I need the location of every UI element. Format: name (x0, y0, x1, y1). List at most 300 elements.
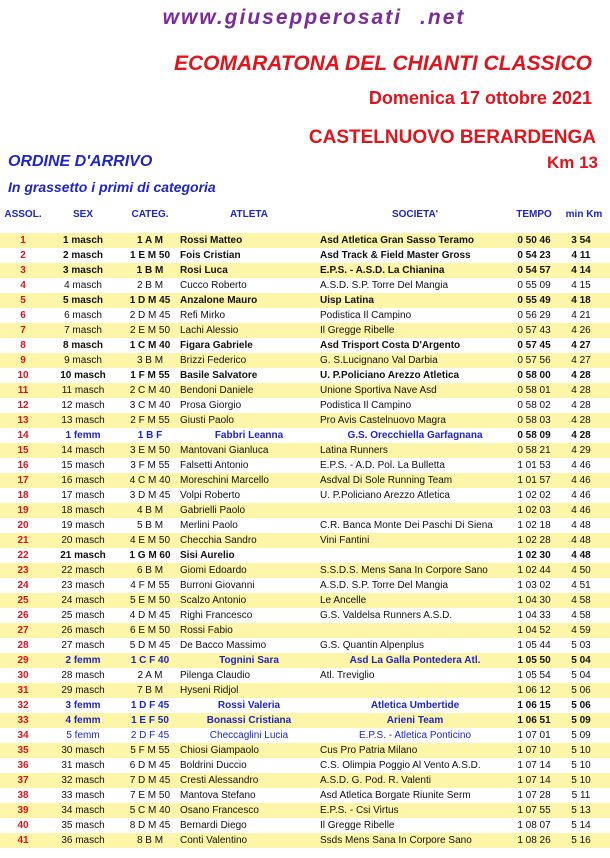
cell-society: G.S. Valdelsa Runners A.S.D. (320, 610, 453, 621)
cell-sex: 14 masch (61, 445, 105, 456)
cell-cat: 1 B M (136, 265, 164, 276)
cell-society: Arieni Team (386, 715, 444, 726)
cell-pace: 4 29 (571, 445, 591, 456)
cell-sex: 7 masch (64, 325, 102, 336)
cell-time: 0 56 29 (517, 310, 551, 321)
header-athlete: ATLETA (230, 209, 268, 220)
cell-time: 1 06 51 (517, 715, 551, 726)
cell-time: 1 02 30 (517, 550, 551, 561)
table-row (0, 398, 610, 413)
cell-pos: 26 (17, 610, 29, 621)
cell-pace: 5 09 (571, 730, 591, 741)
cell-sex: 12 masch (61, 400, 105, 411)
cell-sex: 36 masch (61, 835, 105, 846)
cell-pos: 36 (17, 760, 29, 771)
table-row (0, 428, 610, 443)
cell-time: 0 58 09 (517, 430, 551, 441)
cell-time: 1 08 07 (517, 820, 551, 831)
cell-athlete: Figara Gabriele (180, 340, 253, 351)
cell-cat: 7 B M (136, 685, 164, 696)
header-pace: min Km (565, 209, 603, 220)
cell-pos: 7 (20, 325, 26, 336)
cell-pace: 5 06 (571, 700, 591, 711)
cell-time: 1 02 02 (517, 490, 551, 501)
cell-pos: 12 (17, 400, 29, 411)
cell-athlete: Rosi Luca (180, 265, 228, 276)
cell-society: Pro Avis Castelnuovo Magra (320, 415, 446, 426)
cell-pace: 4 18 (571, 295, 591, 306)
cell-time: 0 58 02 (517, 400, 551, 411)
cell-pace: 4 46 (571, 475, 591, 486)
cell-society: G.S. Orecchiella Garfagnana (347, 430, 483, 441)
table-row (0, 353, 610, 368)
cell-pace: 5 14 (571, 820, 591, 831)
cell-athlete: Cresti Alessandro (180, 775, 259, 786)
cell-pos: 8 (20, 340, 26, 351)
table-row (0, 368, 610, 383)
cell-pos: 38 (17, 790, 29, 801)
cell-athlete: De Bacco Massimo (180, 640, 267, 651)
cell-time: 0 55 49 (517, 295, 551, 306)
cell-cat: 4 F M 55 (130, 580, 170, 591)
cell-athlete: Mantovani Gianluca (180, 445, 269, 456)
cell-pos: 21 (17, 535, 29, 546)
cell-society: E.P.S. - A.D. Pol. La Bulletta (320, 460, 445, 471)
cell-cat: 5 F M 55 (130, 745, 170, 756)
cell-pos: 16 (17, 460, 29, 471)
cell-time: 1 03 02 (517, 580, 551, 591)
cell-athlete: Anzalone Mauro (180, 295, 258, 306)
table-row (0, 383, 610, 398)
cell-pos: 6 (20, 310, 26, 321)
cell-cat: 1 D F 45 (130, 700, 170, 711)
cell-athlete: Boldrini Duccio (180, 760, 247, 771)
cell-sex: 19 masch (61, 520, 105, 531)
cell-athlete: Sisi Aurelio (180, 550, 235, 561)
cell-sex: 27 masch (61, 640, 105, 651)
cell-pos: 31 (17, 685, 29, 696)
cell-pos: 15 (17, 445, 29, 456)
cell-athlete: Moreschini Marcello (180, 475, 269, 486)
cell-cat: 8 B M (136, 835, 164, 846)
distance-label: Km 13 (546, 153, 598, 172)
cell-athlete: Hyseni Ridjol (180, 685, 239, 696)
cell-time: 1 01 53 (517, 460, 551, 471)
cell-society: E.P.S. - Csi Virtus (320, 805, 399, 816)
table-row (0, 248, 610, 263)
cell-pace: 5 13 (571, 805, 591, 816)
cell-pace: 4 50 (571, 565, 591, 576)
cell-cat: 4 B M (136, 505, 164, 516)
cell-society: A.S.D. S.P. Torre Del Mangia (320, 280, 449, 291)
cell-athlete: Chiosi Giampaolo (180, 745, 259, 756)
table-row (0, 623, 610, 638)
cell-sex: 25 masch (61, 610, 105, 621)
cell-cat: 2 D F 45 (130, 730, 170, 741)
cell-time: 1 04 30 (517, 595, 551, 606)
cell-athlete: Rossi Fabio (180, 625, 233, 636)
header-society: SOCIETA' (391, 209, 439, 220)
cell-society: G. S.Lucignano Val Darbia (320, 355, 438, 366)
table-row (0, 533, 610, 548)
cell-sex: 3 femm (65, 700, 101, 711)
cell-time: 1 05 50 (517, 655, 551, 666)
cell-society: Cus Pro Patria Milano (320, 745, 418, 756)
cell-pace: 4 46 (571, 490, 591, 501)
cell-sex: 24 masch (61, 595, 105, 606)
cell-time: 1 06 12 (517, 685, 551, 696)
cell-athlete: Fois Cristian (180, 250, 241, 261)
cell-sex: 1 masch (62, 235, 104, 246)
cell-time: 1 04 52 (517, 625, 551, 636)
table-row (0, 548, 610, 563)
table-row (0, 803, 610, 818)
table-row (0, 518, 610, 533)
cell-cat: 5 C M 40 (129, 805, 171, 816)
cell-pace: 4 28 (571, 370, 591, 381)
cell-pace: 4 28 (571, 430, 591, 441)
cell-sex: 32 masch (61, 775, 105, 786)
cell-time: 1 01 57 (517, 475, 551, 486)
cell-time: 1 07 14 (517, 775, 551, 786)
cell-society: Asd La Galla Pontedera Atl. (349, 655, 481, 666)
cell-time: 0 57 43 (517, 325, 551, 336)
cell-sex: 18 masch (61, 505, 105, 516)
cell-sex: 5 masch (62, 295, 104, 306)
cell-sex: 16 masch (61, 475, 105, 486)
cell-society: Latina Runners (320, 445, 388, 456)
table-header (0, 209, 610, 225)
cell-society: Podistica Il Campino (320, 310, 412, 321)
cell-sex: 3 masch (62, 265, 104, 276)
table-row (0, 578, 610, 593)
cell-athlete: Refi Mirko (180, 310, 226, 321)
cell-pos: 23 (17, 565, 29, 576)
cell-cat: 6 E M 50 (129, 625, 171, 636)
header-cat: CATEG. (131, 209, 169, 220)
cell-cat: 3 F M 55 (130, 460, 170, 471)
cell-athlete: Mantova Stefano (180, 790, 256, 801)
cell-pace: 5 10 (571, 775, 591, 786)
cell-time: 1 04 33 (517, 610, 551, 621)
cell-society: Atletica Umbertide (370, 700, 460, 711)
header-time: TEMPO (516, 209, 552, 220)
cell-sex: 31 masch (61, 760, 105, 771)
cell-pos: 19 (17, 505, 29, 516)
table-row (0, 743, 610, 758)
results-table (0, 233, 610, 848)
table-row (0, 458, 610, 473)
cell-cat: 8 D M 45 (129, 820, 171, 831)
cell-society: C.R. Banca Monte Dei Paschi Di Siena (320, 520, 493, 531)
cell-society: U. P.Policiano Arezzo Atletica (320, 490, 450, 501)
cell-society: Il Gregge Ribelle (320, 325, 395, 336)
cell-time: 1 07 01 (517, 730, 551, 741)
cell-pos: 10 (17, 370, 29, 381)
cell-athlete: Conti Valentino (180, 835, 248, 846)
table-row (0, 293, 610, 308)
cell-cat: 2 D M 45 (129, 310, 171, 321)
cell-athlete: Rossi Valeria (217, 700, 281, 711)
bold-note: In grassetto i primi di categoria (8, 179, 216, 195)
cell-society: Atl. Treviglio (320, 670, 375, 681)
cell-cat: 2 A M (137, 670, 163, 681)
cell-athlete: Rossi Matteo (180, 235, 243, 246)
table-row (0, 233, 610, 248)
cell-athlete: Giusti Paolo (180, 415, 234, 426)
cell-pos: 29 (17, 655, 29, 666)
cell-athlete: Checchia Sandro (180, 535, 257, 546)
cell-athlete: Righi Francesco (180, 610, 253, 621)
cell-athlete: Tognini Sara (219, 655, 279, 666)
cell-sex: 22 masch (61, 565, 105, 576)
cell-sex: 6 masch (64, 310, 102, 321)
cell-pos: 32 (17, 700, 29, 711)
cell-cat: 1 G M 60 (129, 550, 171, 561)
cell-pace: 5 04 (571, 655, 591, 666)
cell-cat: 5 B M (136, 520, 164, 531)
cell-time: 1 02 03 (517, 505, 551, 516)
cell-society: Asd Atletica Gran Sasso Teramo (320, 235, 474, 246)
cell-time: 1 05 54 (517, 670, 551, 681)
cell-pace: 4 11 (571, 250, 591, 261)
table-row (0, 728, 610, 743)
cell-time: 1 08 26 (517, 835, 551, 846)
cell-time: 0 58 21 (517, 445, 551, 456)
cell-society: Uisp Latina (320, 295, 374, 306)
cell-sex: 1 femm (65, 430, 101, 441)
cell-cat: 1 C M 40 (129, 340, 171, 351)
cell-pace: 4 27 (571, 340, 591, 351)
cell-sex: 28 masch (61, 670, 105, 681)
cell-athlete: Giomi Edoardo (180, 565, 247, 576)
cell-society: Le Ancelle (320, 595, 367, 606)
cell-athlete: Bonassi Cristiana (206, 715, 292, 726)
cell-cat: 1 A M (137, 235, 163, 246)
cell-sex: 2 masch (62, 250, 104, 261)
table-row (0, 698, 610, 713)
cell-cat: 1 D M 45 (129, 295, 171, 306)
cell-pos: 35 (17, 745, 29, 756)
cell-society: Ssds Mens Sana In Corpore Sano (320, 835, 472, 846)
header-sex: SEX (72, 209, 93, 220)
cell-pace: 5 06 (571, 685, 591, 696)
cell-athlete: Basile Salvatore (180, 370, 258, 381)
cell-society: Asdval Di Sole Running Team (320, 475, 453, 486)
cell-pace: 4 58 (571, 610, 591, 621)
cell-cat: 2 B M (136, 280, 164, 291)
cell-sex: 30 masch (61, 745, 105, 756)
cell-pace: 4 58 (571, 595, 591, 606)
cell-athlete: Merlini Paolo (180, 520, 238, 531)
cell-pace: 5 10 (571, 760, 591, 771)
cell-cat: 1 C F 40 (130, 655, 170, 666)
cell-pos: 9 (20, 355, 26, 366)
cell-time: 0 58 03 (517, 415, 551, 426)
cell-pace: 5 10 (571, 745, 591, 756)
cell-pos: 17 (17, 475, 29, 486)
table-row (0, 443, 610, 458)
cell-society: A.S.D. S.P. Torre Del Mangia (320, 580, 449, 591)
table-row (0, 773, 610, 788)
cell-time: 1 06 15 (517, 700, 551, 711)
table-row (0, 668, 610, 683)
cell-cat: 7 D M 45 (129, 775, 171, 786)
cell-sex: 29 masch (61, 685, 105, 696)
cell-time: 1 02 44 (517, 565, 551, 576)
cell-sex: 4 masch (64, 280, 102, 291)
cell-pace: 4 14 (571, 265, 591, 276)
cell-society: Unione Sportiva Nave Asd (320, 385, 437, 396)
table-row (0, 413, 610, 428)
cell-time: 1 07 14 (517, 760, 551, 771)
table-row (0, 503, 610, 518)
cell-athlete: Volpi Roberto (180, 490, 241, 501)
cell-pace: 4 15 (571, 280, 591, 291)
cell-cat: 4 D M 45 (129, 610, 171, 621)
cell-athlete: Falsetti Antonio (180, 460, 249, 471)
cell-cat: 1 E M 50 (129, 250, 171, 261)
cell-cat: 3 B M (136, 355, 164, 366)
table-row (0, 638, 610, 653)
cell-sex: 13 masch (61, 415, 105, 426)
cell-athlete: Fabbri Leanna (214, 430, 284, 441)
cell-pos: 24 (17, 580, 29, 591)
cell-sex: 20 masch (61, 535, 105, 546)
cell-cat: 7 E M 50 (129, 790, 171, 801)
cell-athlete: Prosa Giorgio (180, 400, 242, 411)
cell-sex: 5 femm (66, 730, 100, 741)
cell-pace: 3 54 (571, 235, 591, 246)
cell-cat: 5 E M 50 (129, 595, 171, 606)
site-url-tld: .net (420, 6, 466, 29)
site-url (0, 6, 610, 30)
cell-sex: 26 masch (61, 625, 105, 636)
cell-sex: 4 femm (65, 715, 101, 726)
cell-pos: 4 (20, 280, 26, 291)
cell-cat: 1 F M 55 (130, 370, 170, 381)
cell-society: E.P.S. - A.S.D. La Chianina (320, 265, 445, 276)
cell-pace: 4 48 (571, 550, 591, 561)
cell-sex: 10 masch (60, 370, 106, 381)
cell-athlete: Scalzo Antonio (180, 595, 247, 606)
cell-sex: 2 femm (65, 655, 101, 666)
cell-cat: 2 C M 40 (129, 385, 171, 396)
cell-pace: 4 59 (571, 625, 591, 636)
cell-pace: 5 03 (571, 640, 591, 651)
cell-society: C.S. Olimpia Poggio Al Vento A.S.D. (320, 760, 481, 771)
cell-sex: 8 masch (62, 340, 104, 351)
cell-society: Vini Fantini (320, 535, 370, 546)
cell-society: E.P.S. - Atletica Ponticino (358, 730, 472, 741)
cell-sex: 9 masch (64, 355, 102, 366)
cell-sex: 34 masch (61, 805, 105, 816)
header-pos: ASSOL. (4, 209, 42, 220)
cell-cat: 1 B F (137, 430, 163, 441)
cell-time: 0 57 56 (517, 355, 551, 366)
event-place: CASTELNUOVO BERARDENGA (308, 127, 596, 148)
cell-pace: 4 28 (571, 385, 591, 396)
table-row (0, 473, 610, 488)
cell-sex: 35 masch (61, 820, 105, 831)
cell-pos: 14 (17, 430, 29, 441)
cell-athlete: Lachi Alessio (180, 325, 239, 336)
cell-pos: 25 (17, 595, 29, 606)
cell-pace: 5 11 (571, 790, 591, 801)
cell-athlete: Bernardi Diego (180, 820, 247, 831)
cell-pace: 4 21 (571, 310, 591, 321)
cell-time: 1 02 18 (517, 520, 551, 531)
cell-pace: 5 09 (571, 715, 591, 726)
cell-time: 0 57 45 (517, 340, 551, 351)
cell-cat: 6 D M 45 (129, 760, 171, 771)
table-row (0, 818, 610, 833)
cell-cat: 1 E F 50 (131, 715, 169, 726)
site-url-name: www.giusepperosati (162, 6, 403, 29)
cell-pace: 4 28 (571, 400, 591, 411)
cell-sex: 11 masch (61, 385, 105, 396)
cell-athlete: Burroni Giovanni (180, 580, 255, 591)
cell-time: 1 05 44 (517, 640, 551, 651)
cell-pos: 40 (17, 820, 29, 831)
table-row (0, 608, 610, 623)
table-row (0, 653, 610, 668)
table-row (0, 788, 610, 803)
cell-pos: 2 (20, 250, 26, 261)
cell-pos: 22 (17, 550, 29, 561)
cell-cat: 2 F M 55 (130, 415, 170, 426)
cell-pace: 4 26 (571, 325, 591, 336)
cell-pos: 27 (17, 625, 29, 636)
table-row (0, 338, 610, 353)
cell-time: 0 55 09 (517, 280, 551, 291)
cell-pace: 4 46 (571, 505, 591, 516)
cell-pace: 4 48 (571, 535, 591, 546)
cell-pos: 33 (17, 715, 29, 726)
cell-pace: 4 46 (571, 460, 591, 471)
cell-cat: 3 E M 50 (129, 445, 171, 456)
cell-time: 0 54 23 (517, 250, 551, 261)
cell-pace: 5 16 (571, 835, 591, 846)
cell-pos: 18 (17, 490, 29, 501)
table-row (0, 683, 610, 698)
table-row (0, 833, 610, 848)
cell-society: Asd Atletica Borgate Riunite Serm (320, 790, 471, 801)
event-title: ECOMARATONA DEL CHIANTI CLASSICO (173, 52, 592, 75)
cell-society: Asd Trisport Costa D'Argento (320, 340, 461, 351)
cell-time: 0 54 57 (517, 265, 551, 276)
cell-pos: 13 (17, 415, 29, 426)
cell-cat: 2 E M 50 (129, 325, 171, 336)
cell-society: G.S. Quantin Alpenplus (320, 640, 424, 651)
cell-cat: 3 D M 45 (129, 490, 171, 501)
cell-society: A.S.D. G. Pod. R. Valenti (320, 775, 431, 786)
cell-athlete: Bendoni Daniele (180, 385, 254, 396)
table-row (0, 758, 610, 773)
cell-pos: 5 (20, 295, 26, 306)
cell-pos: 20 (17, 520, 29, 531)
cell-pos: 3 (20, 265, 26, 276)
cell-society: Asd Track & Field Master Gross (320, 250, 471, 261)
cell-society: Podistica Il Campino (320, 400, 412, 411)
table-row (0, 593, 610, 608)
cell-cat: 4 E M 50 (129, 535, 171, 546)
table-row (0, 488, 610, 503)
cell-pos: 41 (17, 835, 29, 846)
cell-cat: 5 D M 45 (129, 640, 171, 651)
cell-sex: 15 masch (61, 460, 105, 471)
cell-cat: 4 C M 40 (129, 475, 171, 486)
